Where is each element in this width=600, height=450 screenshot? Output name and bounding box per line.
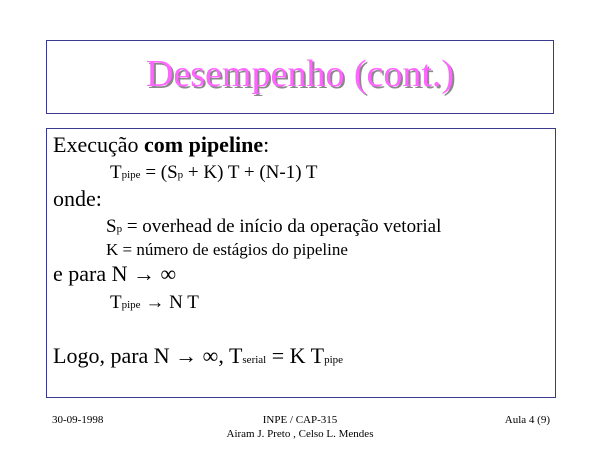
definition-k: K = número de estágios do pipeline — [106, 240, 348, 259]
footer-authors: Airam J. Preto , Celso L. Mendes — [226, 427, 374, 440]
text: = K T — [266, 343, 325, 368]
text: + K) T + (N-1) T — [183, 162, 318, 183]
subscript: p — [177, 169, 184, 181]
bold-text: com pipeline — [144, 132, 264, 157]
line-limit: e para N → ∞ — [53, 261, 177, 286]
definition-sp — [106, 217, 441, 236]
content-box — [46, 128, 556, 398]
conclusion-line — [53, 345, 343, 367]
footer-page: Aula 4 (9) — [504, 414, 550, 426]
subscript: pipe — [121, 299, 141, 311]
formula-tpipe — [110, 163, 318, 182]
text: Logo, para N → ∞, T — [53, 343, 243, 368]
text: T — [110, 292, 122, 313]
title-box — [46, 40, 554, 114]
footer-course: INPE / CAP-315 — [262, 414, 338, 426]
line-onde: onde: — [53, 186, 102, 211]
footer-date: 30-09-1998 — [52, 414, 104, 426]
text: T — [110, 162, 122, 183]
text: = (S — [140, 162, 178, 183]
text: → N T — [140, 292, 199, 313]
formula-tpipe-limit — [110, 293, 199, 312]
text: S — [106, 216, 117, 237]
slide-title: Desempenho (cont.) — [145, 53, 455, 95]
line-execution-pipeline — [53, 134, 269, 156]
text: = overhead de início da operação vetorial — [122, 216, 442, 237]
subscript: pipe — [121, 169, 141, 181]
subscript: serial — [242, 354, 267, 366]
subscript: pipe — [324, 354, 344, 366]
text: Execução — [53, 132, 144, 157]
subscript: p — [116, 223, 123, 235]
text: : — [263, 132, 270, 157]
